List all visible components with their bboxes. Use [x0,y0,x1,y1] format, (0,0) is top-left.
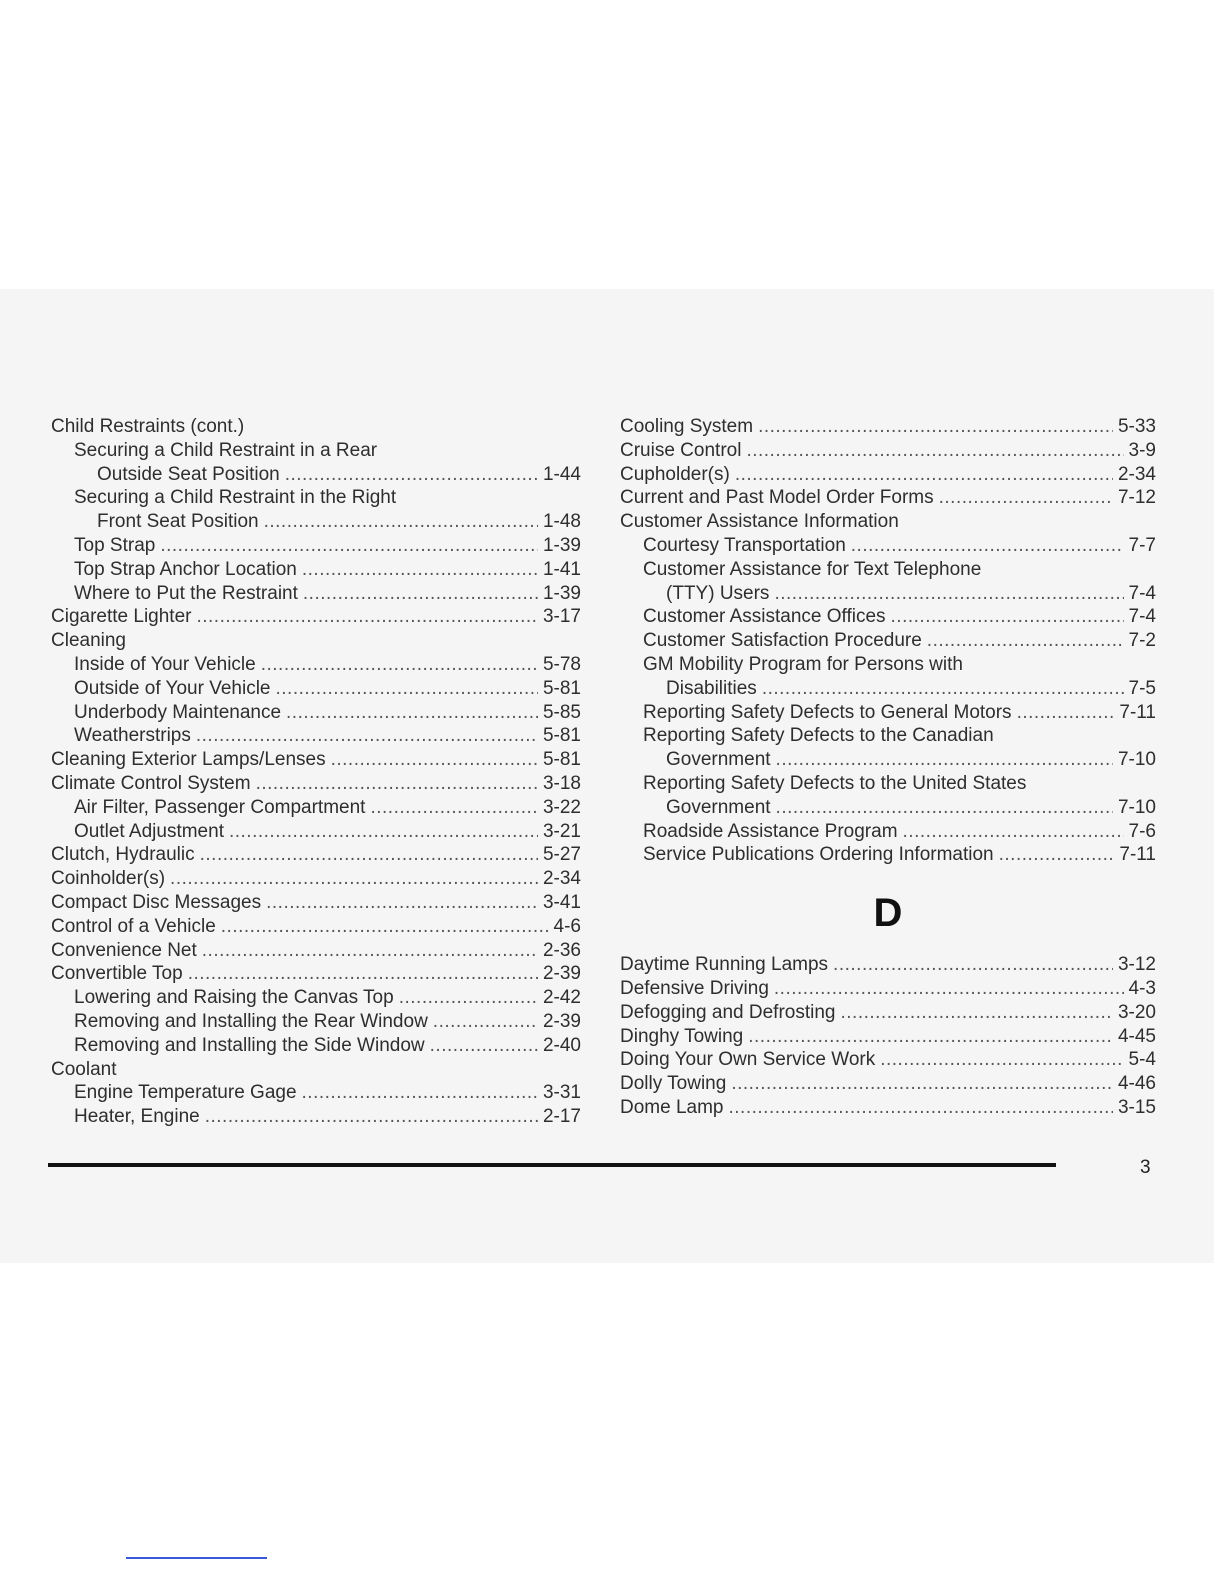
index-entry-text: Cruise Control [620,439,742,461]
index-entry-page: 7-6 [1128,820,1156,842]
dot-leader [264,510,538,534]
dot-leader [188,962,538,986]
dot-leader [170,867,538,891]
index-entry-text: Customer Satisfaction Procedure [643,630,922,652]
index-entry-page: 2-36 [542,939,581,961]
index-entry [620,1001,1156,1025]
index-entry [51,796,581,820]
index-entry-text: Daytime Running Lamps [620,954,829,976]
index-group-d [620,953,1156,1120]
index-entry-text: Reporting Safety Defects to the Canadian [643,725,994,747]
index-entry-page: 7-11 [1119,701,1156,723]
index-entry [620,724,1156,748]
index-entry-page: 2-34 [542,868,581,890]
index-entry-text: Cleaning Exterior Lamps/Lenses [51,749,326,771]
dot-leader [399,986,538,1010]
index-entry [620,772,1156,796]
index-entry-text: Government [666,796,771,818]
dot-leader [302,558,538,582]
index-entry-text: Defogging and Defrosting [620,1001,836,1023]
index-entry [620,1096,1156,1120]
dot-leader [746,439,1123,463]
index-entry [51,843,581,867]
index-entry-text: Customer Assistance Offices [643,606,886,628]
index-entry-text: Securing a Child Restraint in the Right [74,487,397,509]
index-entry-page: 3-15 [1117,1096,1156,1118]
index-entry-text: Lowering and Raising the Canvas Top [74,987,394,1009]
dot-leader [880,1048,1123,1072]
index-entry-page: 5-27 [542,844,581,866]
index-entry-page: 2-42 [542,987,581,1009]
index-entry-page: 4-46 [1117,1073,1156,1095]
dot-leader [903,820,1124,844]
index-entry [51,867,581,891]
index-entry [620,486,1156,510]
index-entry-page: 2-34 [1117,463,1156,485]
index-entry-page: 1-44 [542,463,581,485]
index-entry-text: Engine Temperature Gage [74,1082,297,1104]
index-entry-page: 3-41 [542,891,581,913]
index-entry-page: 5-81 [542,749,581,771]
index-entry [620,629,1156,653]
index-entry-page: 5-33 [1117,416,1156,437]
index-entry [620,843,1156,867]
dot-leader [275,677,537,701]
index-entry-text: Child Restraints (cont.) [51,416,245,437]
index-entry-page: 3-17 [542,606,581,628]
index-entry-page: 7-11 [1119,844,1156,866]
index-entry [620,677,1156,701]
index-entry [620,415,1156,439]
index-entry-text: Outside of Your Vehicle [74,677,271,699]
index-entry [51,772,581,796]
index-entry-page: 3-22 [542,796,581,818]
index-entry-text: Doing Your Own Service Work [620,1049,876,1071]
index-entry-text: Outside Seat Position [97,463,280,485]
index-entry [51,629,581,653]
dot-leader [303,582,538,606]
dot-leader [833,953,1113,977]
index-entry-text: Coolant [51,1058,117,1080]
index-entry-page: 4-45 [1117,1025,1156,1047]
index-entry [51,1105,581,1129]
index-entry [51,1034,581,1058]
index-entry [620,953,1156,977]
index-entry-page: 3-18 [542,772,581,794]
index-entry-page: 5-81 [542,677,581,699]
index-entry-page: 7-2 [1128,630,1156,652]
index-entry-page: 3-9 [1128,439,1156,461]
index-entry-text: Dome Lamp [620,1096,724,1118]
index-entry-page: 7-10 [1117,796,1156,818]
dot-leader [331,748,538,772]
index-entry-page: 7-4 [1128,606,1156,628]
dot-leader [261,653,538,677]
index-entry-text: Government [666,749,771,771]
index-entry [620,1025,1156,1049]
index-entry [620,820,1156,844]
dot-leader [229,820,538,844]
index-entry-text: Service Publications Ordering Information [643,844,994,866]
index-entry-text: Reporting Safety Defects to General Motors [643,701,1012,723]
dot-leader [891,605,1124,629]
dot-leader [731,1072,1113,1096]
index-entry-text: Climate Control System [51,772,251,794]
index-entry-text: Defensive Driving [620,977,769,999]
dot-leader [851,534,1124,558]
index-entry [51,1081,581,1105]
index-entry-text: Convenience Net [51,939,197,961]
index-entry [51,653,581,677]
index-entry-page: 7-12 [1117,487,1156,509]
index-entry-text: Customer Assistance Information [620,511,899,533]
dot-leader [196,724,538,748]
dot-leader [430,1034,538,1058]
index-entry-text: Cleaning [51,630,126,652]
dot-leader [762,677,1124,701]
index-entry [620,463,1156,487]
index-entry [620,1048,1156,1072]
dot-leader [729,1096,1113,1120]
index-entry-text: (TTY) Users [666,582,770,604]
dot-leader [302,1081,538,1105]
index-entry [51,748,581,772]
index-entry-text: Heater, Engine [74,1106,200,1128]
index-entry-text: Dolly Towing [620,1073,727,1095]
section-letter-d: D [873,891,903,936]
index-entry-text: Underbody Maintenance [74,701,282,723]
index-entry-text: Inside of Your Vehicle [74,653,256,675]
index-entry-text: Air Filter, Passenger Compartment [74,796,366,818]
index-entry [620,653,1156,677]
index-entry [620,977,1156,1001]
index-entry-text: Front Seat Position [97,511,259,533]
dot-leader [927,629,1124,653]
index-entry-text: Top Strap Anchor Location [74,558,297,580]
index-entry-page: 1-41 [542,558,581,580]
index-entry-page: 2-40 [542,1034,581,1056]
dot-leader [196,605,538,629]
dot-leader [286,701,538,725]
dot-leader [735,463,1113,487]
index-entry [51,986,581,1010]
index-entry [51,534,581,558]
index-entry [620,510,1156,534]
index-column-left [51,415,581,1129]
index-entry-page: 3-31 [542,1082,581,1104]
dot-leader [370,796,538,820]
dot-leader [999,843,1115,867]
index-entry-text: Disabilities [666,677,757,699]
index-entry-page: 1-48 [542,511,581,533]
footer-rule [48,1163,1056,1167]
index-entry-text: Reporting Safety Defects to the United States [643,772,1027,794]
index-entry-page: 1-39 [542,534,581,556]
index-entry-text: Coinholder(s) [51,868,166,890]
index-entry [620,748,1156,772]
index-entry-text: Convertible Top [51,963,183,985]
dot-leader [1017,701,1115,725]
index-entry-text: Weatherstrips [74,725,191,747]
index-entry-page: 7-10 [1117,749,1156,771]
index-entry [51,439,581,463]
index-entry-page: 7-5 [1128,677,1156,699]
dot-leader [160,534,538,558]
index-entry [620,558,1156,582]
index-entry-text: Clutch, Hydraulic [51,844,195,866]
index-entry [620,796,1156,820]
index-entry-text: Outlet Adjustment [74,820,224,842]
dot-leader [774,977,1124,1001]
index-entry [620,439,1156,463]
index-entry-text: Cigarette Lighter [51,606,192,628]
index-entry [51,1010,581,1034]
index-entry-page: 4-3 [1128,977,1156,999]
index-entry-page: 2-39 [542,1010,581,1032]
index-entry [620,605,1156,629]
index-entry [51,677,581,701]
dot-leader [776,796,1113,820]
dot-leader [748,1025,1113,1049]
index-entry-text: Removing and Installing the Side Window [74,1034,425,1056]
index-entry-text: Cupholder(s) [620,463,730,485]
index-entry [620,701,1156,725]
index-entry-text: Current and Past Model Order Forms [620,487,934,509]
index-entry [620,534,1156,558]
index-entry-text: Where to Put the Restraint [74,582,298,604]
index-entry-text: Removing and Installing the Rear Window [74,1010,428,1032]
index-entry [620,582,1156,606]
index-entry-text: Cooling System [620,416,754,437]
index-entry-text: Compact Disc Messages [51,891,262,913]
index-entry [51,962,581,986]
index-entry-page: 3-20 [1117,1001,1156,1023]
index-entry-page: 2-39 [542,963,581,985]
dot-leader [221,915,549,939]
dot-leader [774,582,1123,606]
index-entry-page: 4-6 [553,915,581,937]
index-entry-text: Customer Assistance for Text Telephone [643,558,982,580]
index-entry-text: Courtesy Transportation [643,534,846,556]
dot-leader [433,1010,538,1034]
index-entry-text: Control of a Vehicle [51,915,216,937]
index-entry-page: 2-17 [542,1106,581,1128]
index-entry [51,939,581,963]
index-entry [51,701,581,725]
index-entry [620,1072,1156,1096]
page-number: 3 [1140,1157,1151,1178]
index-entry-text: Top Strap [74,534,156,556]
index-entry [51,415,581,439]
dot-leader [256,772,538,796]
index-entry [51,510,581,534]
dot-leader [939,486,1113,510]
dot-leader [202,939,538,963]
index-entry [51,605,581,629]
index-column-right [620,415,1156,1120]
dot-leader [200,843,538,867]
index-entry-page: 7-4 [1128,582,1156,604]
dot-leader [840,1001,1112,1025]
dot-leader [266,891,538,915]
index-entry-page: 5-81 [542,725,581,747]
index-entry [51,463,581,487]
index-entry-text: GM Mobility Program for Persons with [643,653,963,675]
index-entry [51,891,581,915]
index-entry-text: Securing a Child Restraint in a Rear [74,439,378,461]
index-entry [51,486,581,510]
index-entry-page: 5-78 [542,653,581,675]
index-entry-page: 3-12 [1117,954,1156,976]
bottom-link-underline [126,1557,267,1559]
index-group-c [620,415,1156,867]
index-entry [51,915,581,939]
index-entry-text: Roadside Assistance Program [643,820,898,842]
dot-leader [776,748,1113,772]
index-entry-page: 5-4 [1128,1049,1156,1071]
dot-leader [205,1105,538,1129]
index-entry [51,1058,581,1082]
index-entry-page: 1-39 [542,582,581,604]
index-entry-page: 3-21 [542,820,581,842]
index-entry [51,582,581,606]
index-entry [51,724,581,748]
index-entry [51,558,581,582]
dot-leader [285,463,538,487]
index-entry-page: 5-85 [542,701,581,723]
dot-leader [758,415,1113,439]
index-entry-page: 7-7 [1128,534,1156,556]
index-entry-text: Dinghy Towing [620,1025,744,1047]
index-entry [51,820,581,844]
